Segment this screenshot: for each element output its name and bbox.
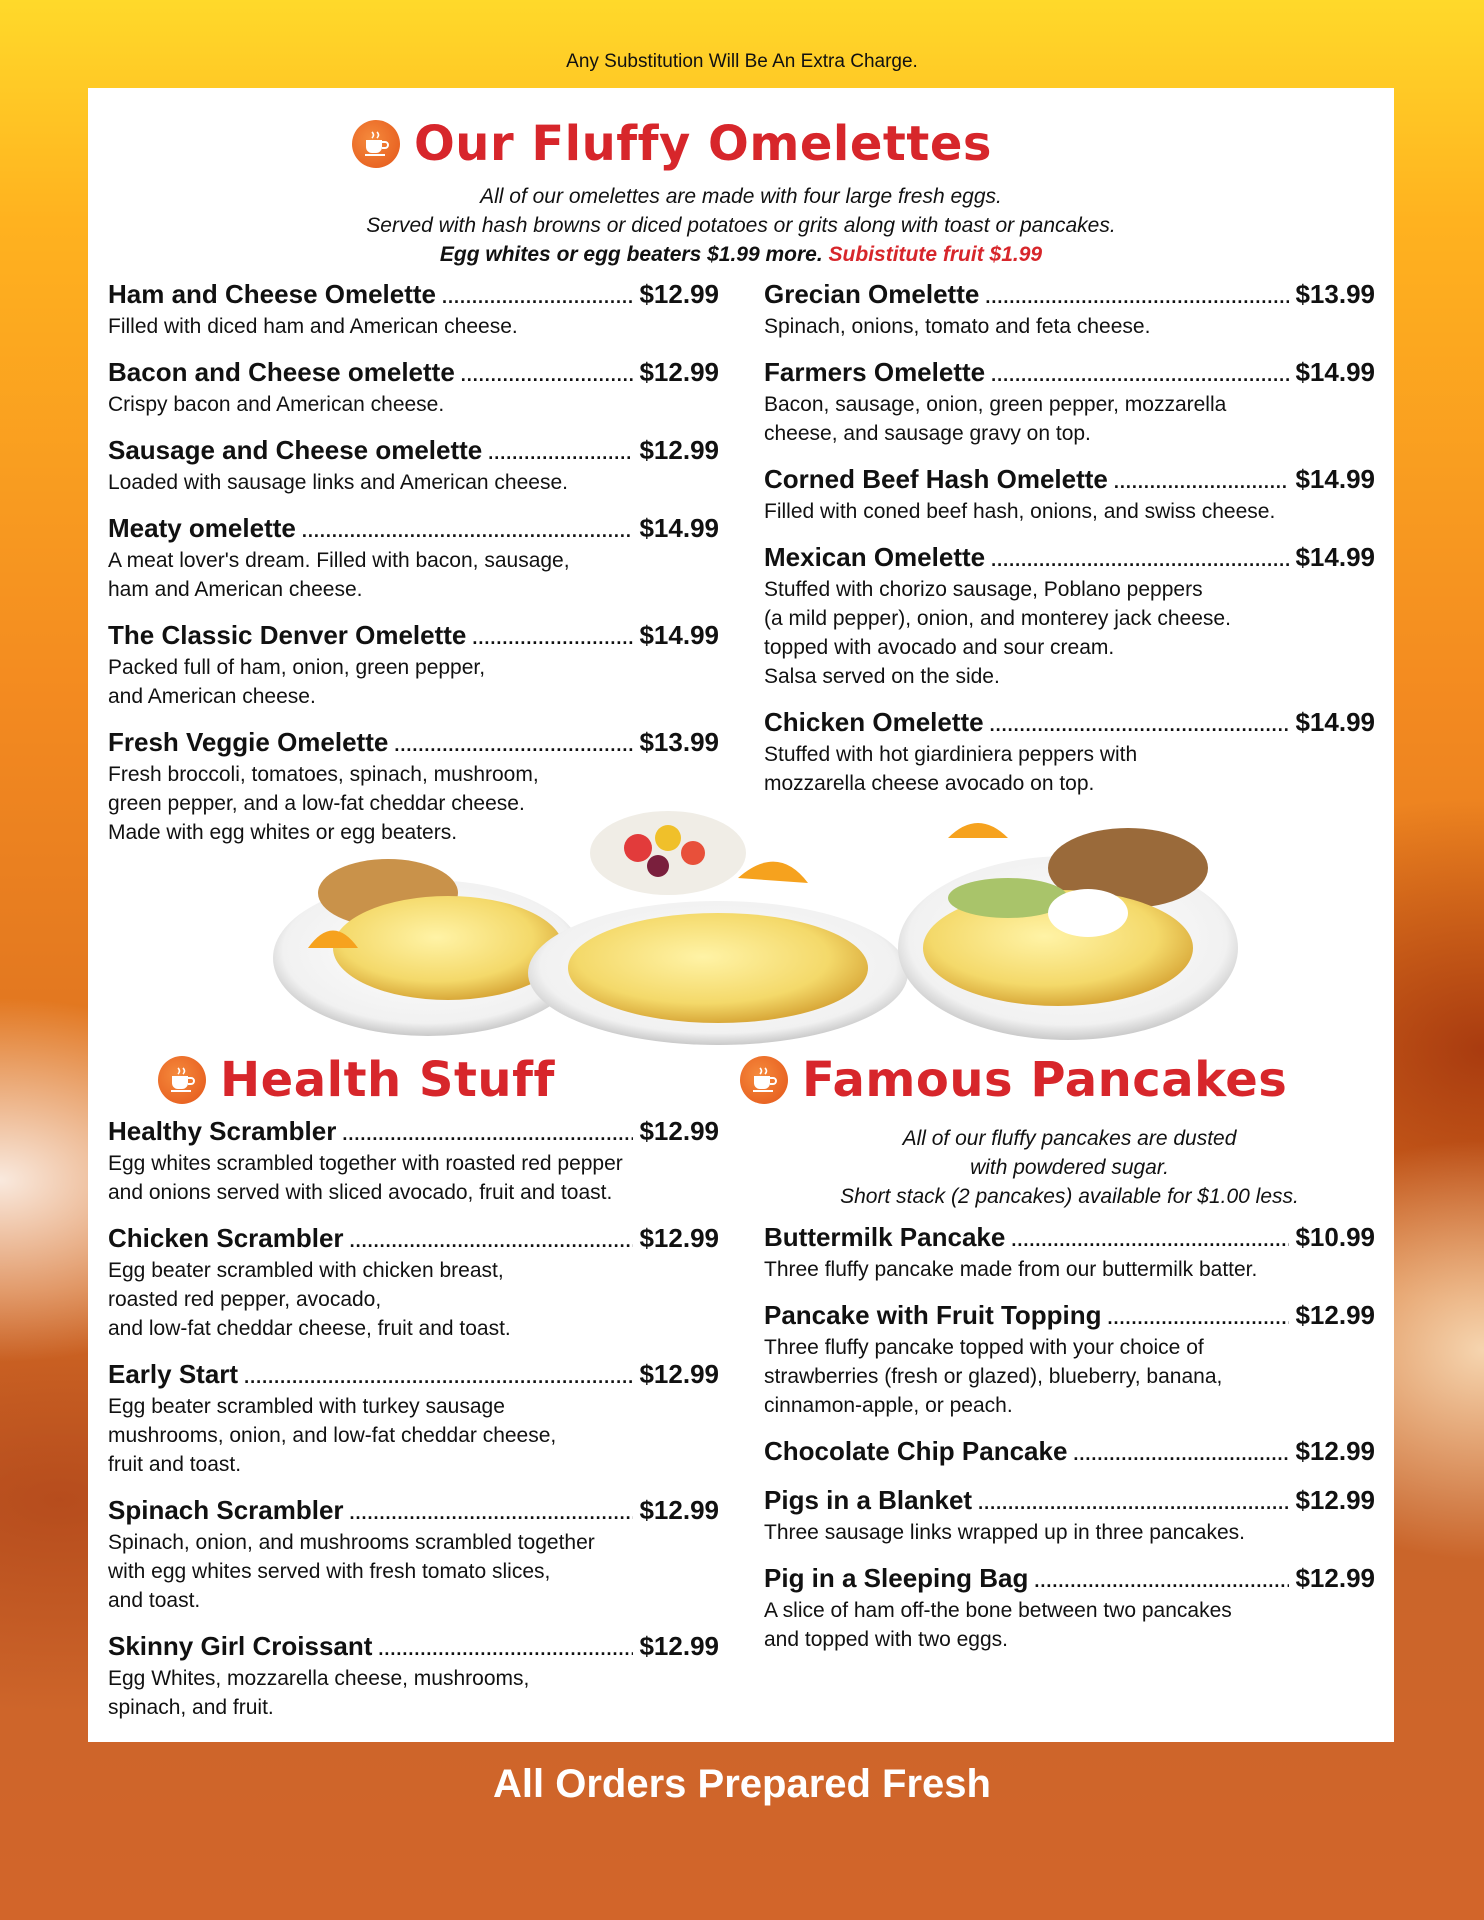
menu-item-description: mushrooms, onion, and low-fat cheddar cheese, <box>108 1424 557 1447</box>
dot-leader <box>394 730 633 760</box>
menu-item-name: Corned Beef Hash Omelette <box>764 464 1108 494</box>
menu-item-header <box>108 1116 719 1149</box>
pancakes-heading <box>740 1052 1287 1108</box>
menu-item-name: Grecian Omelette <box>764 279 980 309</box>
menu-item-description: and onions served with sliced avocado, fruit and toast. <box>108 1181 613 1204</box>
menu-item-header <box>108 513 719 546</box>
menu-item-price: $14.99 <box>1295 357 1375 387</box>
menu-item-header <box>764 464 1375 497</box>
menu-item-description: with egg whites served with fresh tomato slices, <box>108 1560 551 1583</box>
menu-item-header <box>108 727 719 760</box>
menu-item-name: Pig in a Sleeping Bag <box>764 1563 1029 1593</box>
menu-item-description: fruit and toast. <box>108 1453 242 1476</box>
menu-item-price: $14.99 <box>639 620 719 650</box>
dot-leader <box>244 1362 633 1392</box>
menu-item-description: Egg whites scrambled together with roasted red pepper <box>108 1152 623 1175</box>
omelettes-right-column <box>764 279 1375 814</box>
menu-item-price: $12.99 <box>639 357 719 387</box>
menu-item-name: Chicken Scrambler <box>108 1223 344 1253</box>
menu-item <box>108 513 719 604</box>
menu-item-description: Egg beater scrambled with turkey sausage <box>108 1395 505 1418</box>
menu-item-name: Early Start <box>108 1359 239 1389</box>
dot-leader <box>442 282 633 312</box>
menu-item-description: roasted red pepper, avocado, <box>108 1288 382 1311</box>
menu-item-name: Sausage and Cheese omelette <box>108 435 483 465</box>
menu-item-description: Made with egg whites or egg beaters. <box>108 821 458 844</box>
dot-leader <box>990 710 1290 740</box>
health-heading <box>158 1052 555 1108</box>
menu-item-description: mozzarella cheese avocado on top. <box>764 772 1095 795</box>
menu-item-description: and American cheese. <box>108 685 316 708</box>
menu-item-price: $12.99 <box>639 1631 719 1661</box>
menu-item-description: Loaded with sausage links and American cheese. <box>108 471 568 494</box>
menu-item <box>764 1485 1375 1547</box>
menu-item-price: $12.99 <box>639 1116 719 1146</box>
menu-item-description: Three sausage links wrapped up in three pancakes. <box>764 1521 1245 1544</box>
dot-leader <box>378 1634 633 1664</box>
menu-item-header <box>764 279 1375 312</box>
menu-item-description: ham and American cheese. <box>108 578 363 601</box>
menu-item-description: and topped with two eggs. <box>764 1628 1009 1651</box>
health-column <box>108 1116 719 1738</box>
pancakes-intro-line2: with powdered sugar. <box>970 1156 1169 1179</box>
menu-item-description: Spinach, onions, tomato and feta cheese. <box>764 315 1151 338</box>
menu-item-description: green pepper, and a low-fat cheddar cheese. <box>108 792 525 815</box>
omelettes-intro-line1: All of our omelettes are made with four large fresh eggs. <box>480 185 1002 208</box>
menu-item <box>108 1116 719 1207</box>
menu-item-name: Healthy Scrambler <box>108 1116 337 1146</box>
menu-item-description: cheese, and sausage gravy on top. <box>764 422 1091 445</box>
menu-item-price: $12.99 <box>1295 1485 1375 1515</box>
menu-item <box>108 1223 719 1343</box>
menu-item-header <box>108 620 719 653</box>
menu-item-header <box>764 1300 1375 1333</box>
dot-leader <box>488 438 633 468</box>
menu-item-description: Egg Whites, mozzarella cheese, mushrooms, <box>108 1667 530 1690</box>
menu-item-header <box>108 1359 719 1392</box>
menu-item-header <box>764 1436 1375 1469</box>
footer-tagline: All Orders Prepared Fresh <box>493 1762 991 1806</box>
menu-item-header <box>108 1223 719 1256</box>
pancakes-column <box>764 1222 1375 1670</box>
menu-item-price: $14.99 <box>1295 464 1375 494</box>
menu-item <box>764 1300 1375 1420</box>
menu-item-description: Packed full of ham, onion, green pepper, <box>108 656 486 679</box>
menu-item-name: Fresh Veggie Omelette <box>108 727 389 757</box>
dot-leader <box>978 1488 1289 1518</box>
menu-item-name: Spinach Scrambler <box>108 1495 344 1525</box>
substitution-note: Any Substitution Will Be An Extra Charge. <box>566 51 918 72</box>
menu-item-header <box>108 279 719 312</box>
menu-item-description: Spinach, onion, and mushrooms scrambled together <box>108 1531 595 1554</box>
menu-item-description: Filled with coned beef hash, onions, and swiss cheese. <box>764 500 1276 523</box>
menu-item-name: Skinny Girl Croissant <box>108 1631 373 1661</box>
menu-item <box>108 1631 719 1722</box>
dot-leader <box>1034 1566 1289 1596</box>
menu-item <box>108 279 719 341</box>
coffee-cup-icon <box>740 1056 788 1104</box>
menu-item <box>764 1222 1375 1284</box>
menu-item-header <box>764 707 1375 740</box>
pancakes-intro-line3: Short stack (2 pancakes) available for $1.00 less. <box>840 1185 1299 1208</box>
menu-item-price: $10.99 <box>1295 1222 1375 1252</box>
dot-leader <box>342 1119 633 1149</box>
menu-item-name: Ham and Cheese Omelette <box>108 279 437 309</box>
menu-item <box>764 464 1375 526</box>
pancakes-intro-line1: All of our fluffy pancakes are dusted <box>902 1127 1237 1150</box>
pancakes-intro <box>764 1124 1375 1211</box>
menu-item-description: topped with avocado and sour cream. <box>764 636 1115 659</box>
menu-item-price: $12.99 <box>639 435 719 465</box>
menu-item-name: The Classic Denver Omelette <box>108 620 467 650</box>
menu-item-description: Fresh broccoli, tomatoes, spinach, mushroom, <box>108 763 539 786</box>
menu-item-price: $12.99 <box>639 1359 719 1389</box>
menu-item-name: Meaty omelette <box>108 513 296 543</box>
menu-item-price: $14.99 <box>1295 707 1375 737</box>
omelettes-intro-line2: Served with hash browns or diced potatoes or grits along with toast or pancakes. <box>366 214 1116 237</box>
menu-item-description: A meat lover's dream. Filled with bacon, sausage, <box>108 549 570 572</box>
menu-item-description: and toast. <box>108 1589 201 1612</box>
menu-item-price: $12.99 <box>1295 1300 1375 1330</box>
omelettes-intro <box>88 182 1394 269</box>
menu-item <box>108 435 719 497</box>
menu-item-price: $12.99 <box>639 1223 719 1253</box>
menu-item-header <box>764 1563 1375 1596</box>
dot-leader <box>991 545 1289 575</box>
menu-item-header <box>108 435 719 468</box>
menu-item-description: Filled with diced ham and American cheese. <box>108 315 518 338</box>
menu-item-header <box>108 357 719 390</box>
menu-item-price: $14.99 <box>639 513 719 543</box>
dot-leader <box>1011 1225 1289 1255</box>
menu-item-price: $12.99 <box>639 1495 719 1525</box>
coffee-cup-icon <box>158 1056 206 1104</box>
dot-leader <box>461 360 634 390</box>
health-title: Health Stuff <box>220 1052 555 1108</box>
dot-leader <box>1108 1303 1290 1333</box>
menu-item-header <box>764 1485 1375 1518</box>
menu-item-name: Bacon and Cheese omelette <box>108 357 455 387</box>
menu-item-name: Pigs in a Blanket <box>764 1485 973 1515</box>
menu-item-header <box>764 542 1375 575</box>
menu-item-header <box>764 357 1375 390</box>
menu-item-price: $14.99 <box>1295 542 1375 572</box>
menu-item-name: Chicken Omelette <box>764 707 984 737</box>
pancakes-title: Famous Pancakes <box>802 1052 1288 1108</box>
menu-item-description: Bacon, sausage, onion, green pepper, mozzarella <box>764 393 1227 416</box>
dot-leader <box>472 623 633 653</box>
menu-item-description: Egg beater scrambled with chicken breast, <box>108 1259 504 1282</box>
menu-item-header <box>108 1631 719 1664</box>
menu-item-description: spinach, and fruit. <box>108 1696 274 1719</box>
menu-item-header <box>764 1222 1375 1255</box>
menu-item-description: strawberries (fresh or glazed), blueberry, banana, <box>764 1365 1223 1388</box>
dot-leader <box>991 360 1289 390</box>
coffee-cup-icon <box>352 120 400 168</box>
menu-item-description: cinnamon-apple, or peach. <box>764 1394 1013 1417</box>
dot-leader <box>350 1226 634 1256</box>
omelettes-left-column <box>108 279 719 863</box>
dot-leader <box>1114 467 1290 497</box>
menu-item-name: Mexican Omelette <box>764 542 986 572</box>
menu-item-description: Three fluffy pancake made from our buttermilk batter. <box>764 1258 1258 1281</box>
menu-item <box>764 1436 1375 1469</box>
menu-item <box>764 707 1375 798</box>
menu-item-description: Three fluffy pancake topped with your choice of <box>764 1336 1204 1359</box>
omelettes-heading <box>352 116 992 172</box>
menu-item-description: Crispy bacon and American cheese. <box>108 393 445 416</box>
dot-leader <box>350 1498 634 1528</box>
menu-item-name: Chocolate Chip Pancake <box>764 1436 1068 1466</box>
menu-item <box>764 1563 1375 1654</box>
menu-item-name: Buttermilk Pancake <box>764 1222 1006 1252</box>
menu-item-price: $13.99 <box>1295 279 1375 309</box>
dot-leader <box>985 282 1289 312</box>
menu-item-description: and low-fat cheddar cheese, fruit and toast. <box>108 1317 511 1340</box>
omelettes-intro-egg-whites: Egg whites or egg beaters $1.99 more. <box>439 243 823 266</box>
menu-item-price: $12.99 <box>1295 1563 1375 1593</box>
menu-item-name: Farmers Omelette <box>764 357 986 387</box>
menu-item-description: A slice of ham off-the bone between two pancakes <box>764 1599 1232 1622</box>
omelette-plates-photo <box>268 798 1248 1048</box>
menu-item <box>108 620 719 711</box>
dot-leader <box>1073 1439 1289 1469</box>
omelettes-intro-fruit: Subistitute fruit $1.99 <box>828 243 1043 266</box>
menu-item-name: Pancake with Fruit Topping <box>764 1300 1102 1330</box>
omelettes-title: Our Fluffy Omelettes <box>414 116 992 172</box>
menu-item-description: Salsa served on the side. <box>764 665 1000 688</box>
menu-item <box>108 1359 719 1479</box>
menu-item-header <box>108 1495 719 1528</box>
menu-item-price: $12.99 <box>1295 1436 1375 1466</box>
menu-item-description: Stuffed with hot giardiniera peppers with <box>764 743 1138 766</box>
menu-item <box>764 279 1375 341</box>
menu-item <box>764 542 1375 691</box>
dot-leader <box>302 516 634 546</box>
menu-item-description: (a mild pepper), onion, and monterey jack cheese. <box>764 607 1231 630</box>
menu-item <box>764 357 1375 448</box>
menu-item <box>108 357 719 419</box>
menu-item-description: Stuffed with chorizo sausage, Poblano peppers <box>764 578 1203 601</box>
menu-item-price: $13.99 <box>639 727 719 757</box>
menu-item-price: $12.99 <box>639 279 719 309</box>
menu-item <box>108 1495 719 1615</box>
